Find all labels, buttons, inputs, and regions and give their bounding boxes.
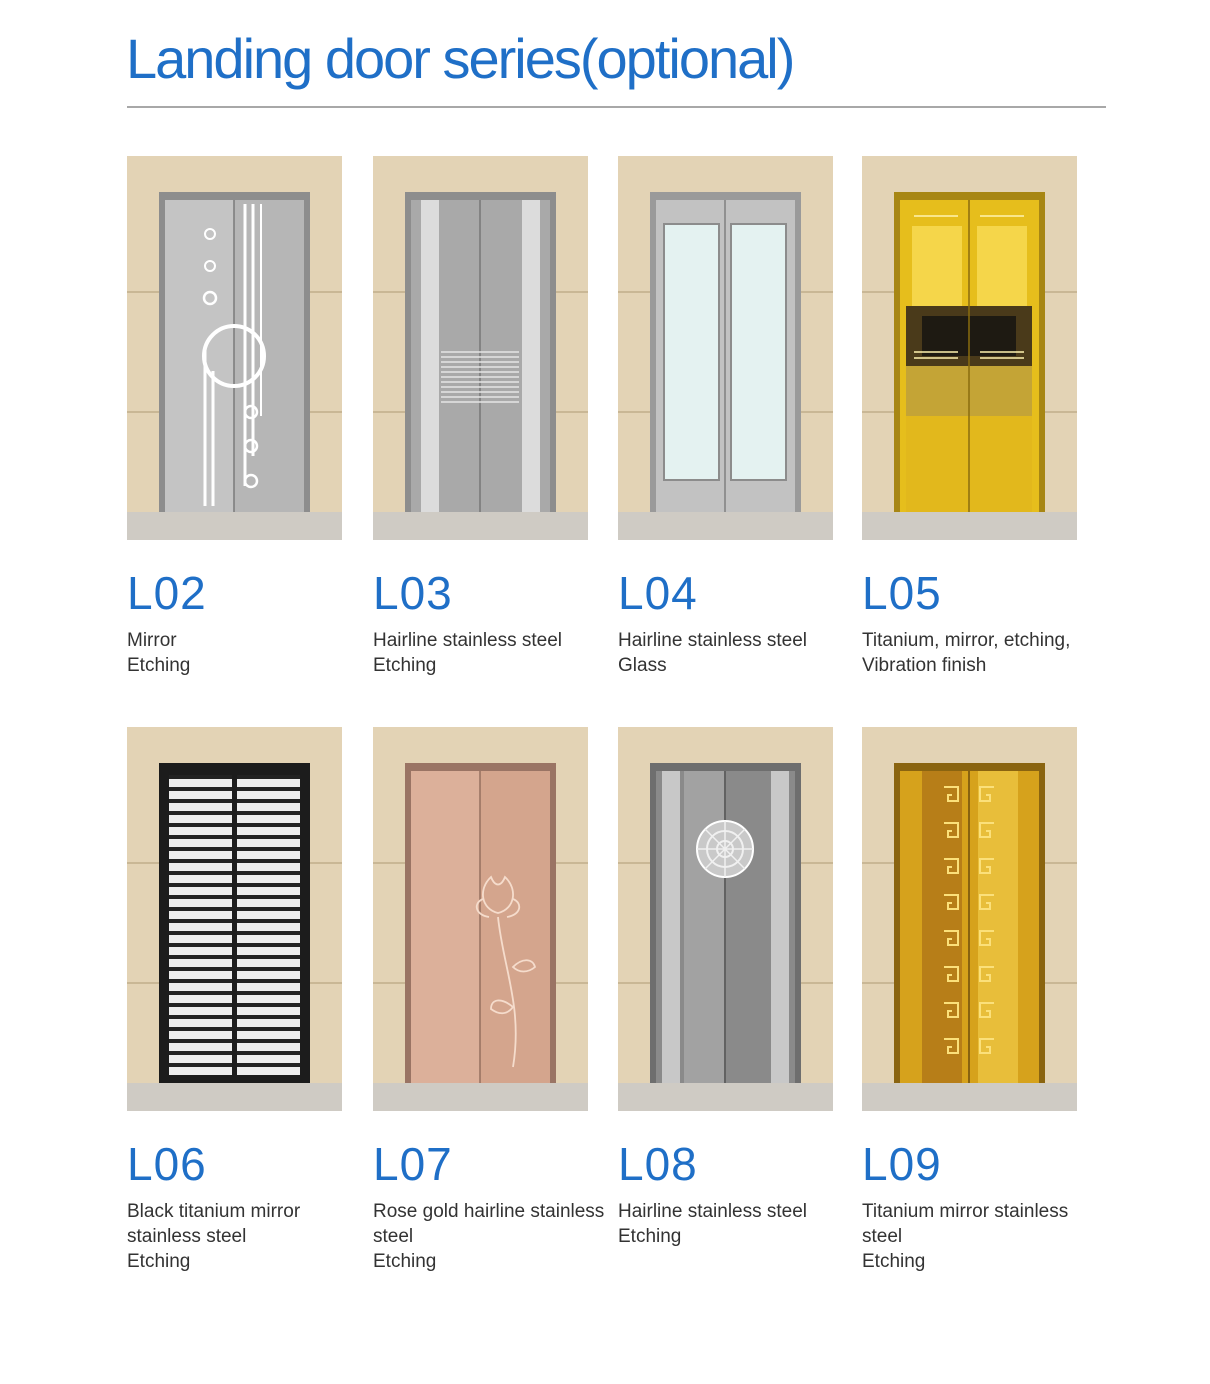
door-image-l05 — [862, 156, 1077, 540]
door-card-l04 — [618, 156, 833, 678]
door-description-line: Etching — [618, 1226, 682, 1247]
door-description — [127, 1199, 367, 1274]
door-description-line: Titanium mirror stainless — [862, 1201, 1069, 1222]
door-description-line: Vibration finish — [862, 655, 987, 676]
door-description-line: Black titanium mirror — [127, 1201, 301, 1222]
door-description-line: Hairline stainless steel — [618, 630, 808, 651]
door-card-l06 — [127, 727, 342, 1274]
door-description-line: steel — [862, 1226, 903, 1247]
door-image-l02 — [127, 156, 342, 540]
door-card-l09 — [862, 727, 1077, 1274]
door-description — [127, 628, 367, 678]
door-description-line: Etching — [373, 655, 437, 676]
door-description-line: Titanium, mirror, etching, — [862, 630, 1071, 651]
door-card-l08 — [618, 727, 833, 1249]
door-description — [862, 628, 1102, 678]
door-card-l03 — [373, 156, 588, 678]
door-description — [618, 1199, 858, 1249]
door-card-l02 — [127, 156, 342, 678]
door-description-line: Etching — [127, 1251, 191, 1272]
door-description — [373, 1199, 613, 1274]
door-description-line: Etching — [862, 1251, 926, 1272]
door-description-line: stainless steel — [127, 1226, 247, 1247]
door-code: L05 — [862, 567, 942, 619]
door-card-l05 — [862, 156, 1077, 678]
title-divider — [127, 106, 1106, 108]
door-image-l03 — [373, 156, 588, 540]
door-description-line: Hairline stainless steel — [373, 630, 563, 651]
door-image-l06 — [127, 727, 342, 1111]
door-code: L06 — [127, 1138, 207, 1190]
door-description-line: Mirror — [127, 630, 177, 651]
door-description-line: steel — [373, 1226, 414, 1247]
page-title: Landing door series(optional) — [126, 27, 794, 90]
door-description-line: Glass — [618, 655, 667, 676]
door-description-line: Rose gold hairline stainless — [373, 1201, 605, 1222]
door-description — [373, 628, 613, 678]
door-code: L07 — [373, 1138, 453, 1190]
door-image-l04 — [618, 156, 833, 540]
door-description — [618, 628, 858, 678]
door-code: L02 — [127, 567, 207, 619]
door-code: L08 — [618, 1138, 698, 1190]
door-description — [862, 1199, 1102, 1274]
door-description-line: Hairline stainless steel — [618, 1201, 808, 1222]
door-code: L03 — [373, 567, 453, 619]
door-image-l07 — [373, 727, 588, 1111]
door-description-line: Etching — [373, 1251, 437, 1272]
door-description-line: Etching — [127, 655, 191, 676]
door-image-l09 — [862, 727, 1077, 1111]
door-image-l08 — [618, 727, 833, 1111]
door-card-l07 — [373, 727, 605, 1274]
door-code: L09 — [862, 1138, 942, 1190]
door-code: L04 — [618, 567, 698, 619]
